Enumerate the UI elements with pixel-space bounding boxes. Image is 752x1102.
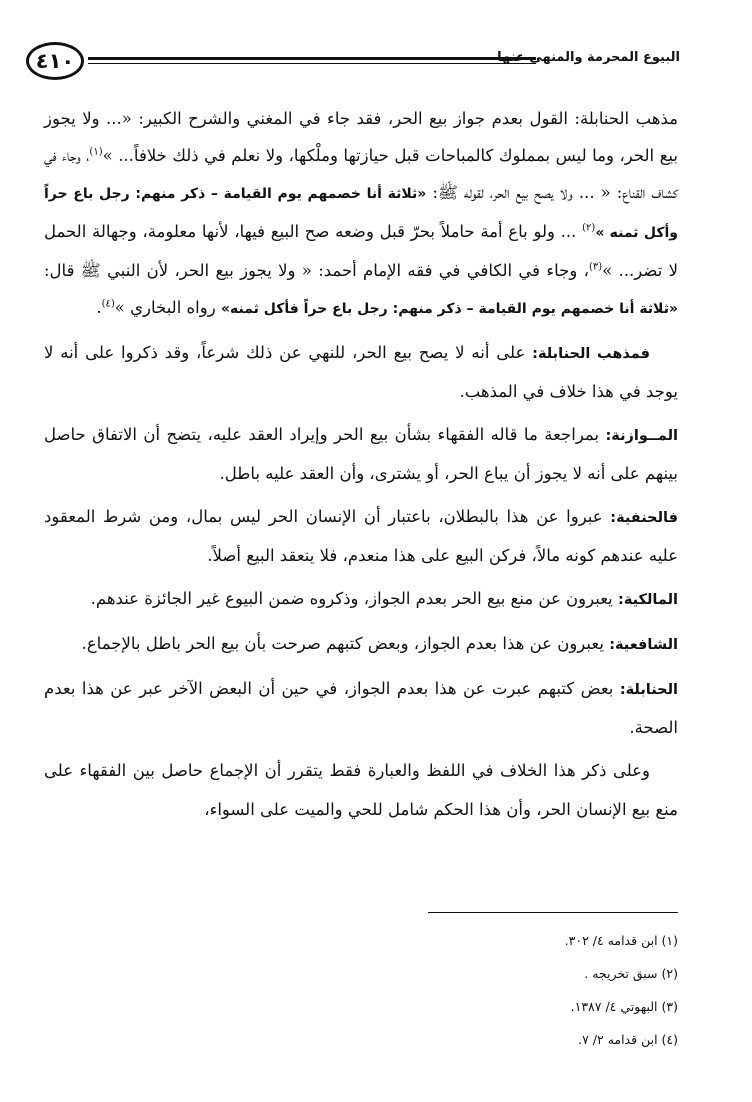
paragraph-lead: فمذهب الحنابلة: — [532, 346, 650, 362]
footnote-ref-2: (٢) — [582, 222, 596, 234]
paragraph-text: مذهب الحنابلة: القول بعدم جواز بيع الحر، فقد جاء في المغني والشرح الكبير: «... ولا يجوز بيع الحر، وما ليس بمملوك كالمباحات قبل حيازتها وملْكها، ولا نعلم في ذلك خلافاً... » — [44, 109, 678, 165]
footnote-ref-1: (١) — [89, 146, 103, 158]
footnotes — [300, 924, 678, 1056]
paragraph-hanafi — [44, 498, 678, 574]
paragraph-hanbali-summary — [44, 334, 678, 410]
footnote-4: (٤) ابن قدامه ٢/ ٧. — [578, 1032, 678, 1047]
footnote-3: (٣) البهوتي ٤/ ١٣٨٧. — [570, 999, 678, 1014]
paragraph-text: على أنه لا يصح بيع الحر، للنهي عن ذلك شرعاً، وقد ذكروا على أنه لا يوجد في هذا خلاف في المذهب. — [44, 343, 678, 401]
paragraph-hanbali-opinion — [44, 100, 678, 328]
page-header — [26, 42, 678, 94]
paragraph-text: وعلى ذكر هذا الخلاف في اللفظ والعبارة فقط يتقرر أن الإجماع حاصل بين الفقهاء على منع بيع الإنسان الحر، وأن هذا الحكم شامل للحي والميت على السواء، — [44, 761, 678, 819]
paragraph-text: ، وجاء في كشاف القناع: « ... ولا يصح بيع الحر، لقوله ﷺ: — [44, 146, 679, 202]
paragraph-text: يعبرون عن منع بيع الحر بعدم الجواز، وذكروه ضمن البيوع غير الجائزة عندهم. — [90, 589, 619, 608]
footnote-separator — [428, 912, 678, 913]
paragraph-shafii — [44, 625, 678, 664]
paragraph-text: عبروا عن هذا بالبطلان، باعتبار أن الإنسان الحر ليس بمال، ومن شرط المعقود عليه عندهم كونه مالاً، فركن البيع على هذا منعدم، فلا ينعقد البيع أصلاً. — [44, 507, 678, 565]
paragraph-lead: الشافعية: — [609, 637, 678, 653]
page-number: ٤١٠ — [35, 49, 75, 73]
main-text — [44, 100, 678, 834]
paragraph-lead: المالكية: — [618, 592, 678, 608]
paragraph-lead: الحنابلة: — [619, 682, 678, 698]
footnote-ref-4: (٤) — [101, 298, 115, 310]
paragraph-consensus — [44, 752, 678, 828]
paragraph-text: رواه البخاري » — [114, 298, 221, 317]
page-number-badge — [26, 42, 84, 80]
header-rule-thin — [88, 63, 536, 64]
footnote-1: (١) ابن قدامه ٤/ ٣٠٢. — [564, 933, 678, 948]
running-title: البيوع المحرمة والمنهي عنها — [497, 50, 680, 65]
paragraph-text: بعض كتبهم عبرت عن هذا بعدم الجواز، في حين أن البعض الآخر عبر عن هذا بعدم الصحة. — [44, 679, 678, 737]
paragraph-comparison — [44, 416, 678, 492]
header-double-rule — [88, 57, 536, 67]
paragraph-maliki — [44, 580, 678, 619]
paragraph-lead: فالحنفية: — [610, 510, 678, 526]
hadith-quote-2: «ثلاثة أنا خصمهم يوم القيامة – ذكر منهم: رجل باع حراً فأكل ثمنه» — [220, 301, 678, 317]
paragraph-lead: المــوازنة: — [605, 428, 678, 444]
hadith-quote-1: «ثلاثة أنا خصمهم يوم القيامة – ذكر منهم: رجل باع حراً وأكل ثمنه » — [44, 186, 678, 241]
paragraph-text: ، وجاء في الكافي في فقه الإمام أحمد: « ولا يجوز بيع الحر، لأن النبي ﷺ قال: — [44, 261, 589, 280]
paragraph-hanbali — [44, 670, 678, 746]
footnote-ref-3: (٣) — [588, 261, 603, 273]
paragraph-text: . — [96, 298, 102, 317]
paragraph-text: ... ولو باع أمة حاملاً بحرّ قبل وضعه صح البيع فيها، لأنها معلومة، وجهالة الحمل لا تضر... » — [44, 222, 679, 280]
header-rule-thick — [88, 57, 536, 60]
paragraph-text: بمراجعة ما قاله الفقهاء بشأن بيع الحر وإيراد العقد عليه، يتضح أن الاتفاق حاصل بينهم على أنه لا يجوز أن يباع الحر، أو يشترى، وأن العقد عليه باطل. — [44, 425, 678, 483]
footnote-2: (٢) سبق تخريجه . — [584, 966, 678, 981]
paragraph-text: يعبرون عن هذا بعدم الجواز، وبعض كتبهم صرحت بأن بيع الحر باطل بالإجماع. — [81, 634, 610, 653]
